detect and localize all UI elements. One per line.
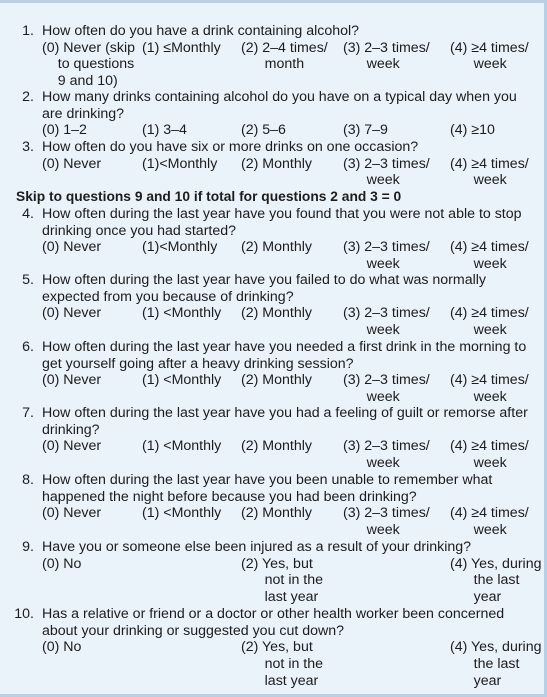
question-text: happened the night before because you had been drinking? <box>42 488 417 505</box>
answer-option: (0) Never <box>42 305 102 321</box>
answer-option: (4) ≥4 times/ week <box>450 305 529 338</box>
question-text: drinking? <box>42 421 100 438</box>
question-number: 9. <box>22 539 34 555</box>
answer-option: (0) Never <box>42 155 102 172</box>
answer-option: (3) 2–3 times/ week <box>343 39 430 73</box>
answer-option: (1) ≤Monthly <box>142 39 221 56</box>
answer-option: (4) Yes, during the last year <box>450 555 542 606</box>
answer-option: (2) Yes, but not in the last year <box>241 639 324 689</box>
answer-option: (2) Monthly <box>241 155 312 172</box>
answer-option: (3) 2–3 times/ week <box>343 239 430 272</box>
question-text: How often during the last year have you needed a first drink in the morning to <box>42 339 527 355</box>
question-number: 5. <box>22 272 34 288</box>
question-text: How often during the last year have you been unable to remember what <box>42 472 493 488</box>
answer-option: (0) Never <box>42 505 102 521</box>
question-number: 4. <box>22 206 34 222</box>
question-text: drinking once you had started? <box>42 222 237 239</box>
answer-option: (4) ≥4 times/ week <box>450 39 529 73</box>
answer-option: (3) 7–9 <box>343 122 388 138</box>
answer-option: (1) <Monthly <box>142 305 222 321</box>
answer-option: (0) Never <box>42 239 102 255</box>
answer-option: (0) 1–2 <box>42 122 87 138</box>
top-border <box>0 0 547 3</box>
question-text: are drinking? <box>42 105 125 122</box>
question-text: about your drinking or suggested you cut down? <box>42 622 345 639</box>
question-number: 6. <box>22 339 34 355</box>
answer-option: (4) ≥4 times/ week <box>450 155 529 189</box>
question-number: 7. <box>22 405 34 421</box>
answer-option: (3) 2–3 times/ week <box>343 438 430 471</box>
answer-option: (4) ≥4 times/ week <box>450 372 529 405</box>
answer-option: (2) Monthly <box>241 372 312 388</box>
answer-option: (1) <Monthly <box>142 505 222 521</box>
answer-option: (0) Never <box>42 438 102 454</box>
answer-option: (1) <Monthly <box>142 438 222 454</box>
answer-option: (1)<Monthly <box>142 239 218 255</box>
question-text: How often do you have a drink containing alcohol? <box>42 23 360 39</box>
answer-option: (4) ≥10 <box>450 122 495 138</box>
answer-option: (3) 2–3 times/ week <box>343 372 430 405</box>
answer-option: (1) 3–4 <box>142 122 187 138</box>
question-number: 2. <box>22 89 34 105</box>
question-text: Has a relative or friend or a doctor or other health worker been concerned <box>42 606 505 622</box>
question-text: get yourself going after a heavy drinking session? <box>42 355 354 372</box>
question-text: How often during the last year have you found that you were not able to stop <box>42 206 522 222</box>
answer-option: (2) 2–4 times/ month <box>241 39 328 73</box>
answer-option: (3) 2–3 times/ week <box>343 505 430 538</box>
answer-option: (1)<Monthly <box>142 155 218 172</box>
question-text: How many drinks containing alcohol do you have on a typical day when you <box>42 89 517 105</box>
question-text: Have you or someone else been injured as a result of your drinking? <box>42 539 472 555</box>
answer-option: (3) 2–3 times/ week <box>343 305 430 338</box>
answer-option: (1) <Monthly <box>142 372 222 388</box>
question-number: 8. <box>22 472 34 488</box>
answer-option: (4) Yes, during the last year <box>450 639 542 689</box>
answer-option: (4) ≥4 times/ week <box>450 505 529 538</box>
skip-instruction: Skip to questions 9 and 10 if total for questions 2 and 3 = 0 <box>16 189 402 204</box>
question-text: expected from you because of drinking? <box>42 288 294 305</box>
question-number: 3. <box>22 139 34 155</box>
question-text: How often during the last year have you failed to do what was normally <box>42 272 486 288</box>
question-text: How often during the last year have you had a feeling of guilt or remorse after <box>42 405 528 421</box>
answer-option: (0) No <box>42 555 82 572</box>
answer-option: (0) Never (skip to questions 9 and 10) <box>42 39 136 90</box>
answer-option: (2) Monthly <box>241 239 312 255</box>
answer-option: (2) Monthly <box>241 505 312 521</box>
answer-option: (0) Never <box>42 372 102 388</box>
answer-option: (3) 2–3 times/ week <box>343 155 430 189</box>
answer-option: (0) No <box>42 639 82 655</box>
answer-option: (2) Monthly <box>241 438 312 454</box>
answer-option: (2) Yes, but not in the last year <box>241 555 324 606</box>
question-number: 1. <box>22 23 34 39</box>
question-number: 10. <box>14 606 34 622</box>
question-text: How often do you have six or more drinks on one occasion? <box>42 139 419 155</box>
answer-option: (2) 5–6 <box>241 122 286 138</box>
answer-option: (2) Monthly <box>241 305 312 321</box>
answer-option: (4) ≥4 times/ week <box>450 239 529 272</box>
answer-option: (4) ≥4 times/ week <box>450 438 529 471</box>
